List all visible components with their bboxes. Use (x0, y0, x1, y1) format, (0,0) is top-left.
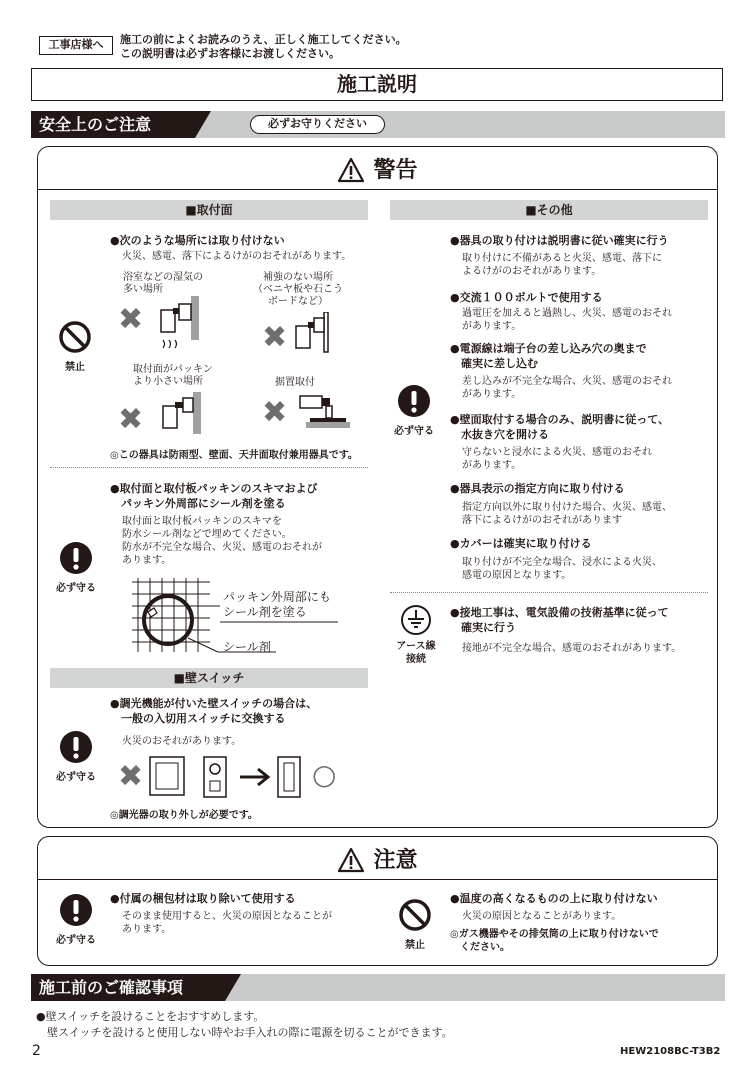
other-item1-title: ●器具の取り付けは説明書に従い確実に行う (450, 234, 669, 247)
other-item4-title: ●壁面取付する場合のみ、説明書に従って、 水抜き穴を開ける (450, 413, 670, 441)
caption-weak: 補強のない場所 （ベニヤ板や石こう ボードなど） (253, 272, 343, 307)
must-badge (54, 541, 98, 594)
cross-icon: ✖ (118, 302, 144, 337)
prohibit-icon (58, 320, 92, 354)
notice-label: 工事店様へ (39, 36, 113, 55)
page-title: 施工説明 (31, 68, 723, 101)
warning-heading-text: 警告 (373, 158, 418, 183)
seal-caption-2: シール剤 (223, 640, 271, 654)
divider (390, 592, 708, 593)
caution-left-title: ●付属の梱包材は取り除いて使用する (110, 892, 296, 905)
caution-heading (38, 843, 717, 874)
must-badge (54, 730, 98, 783)
safety-label: 安全上のご注意 (31, 111, 195, 138)
notice-line-2: この説明書は必ずお客様にお渡しください。 (120, 47, 340, 60)
other-item5-title: ●器具表示の指定方向に取り付ける (450, 482, 625, 495)
mounting-item2-desc: 取付面と取付板パッキンのスキマを 防水シール剤などで埋めてください。 防水が不完全な場合、火災、感電のおそれが あります。 (122, 516, 322, 566)
ground-icon (400, 604, 432, 636)
precheck-text (36, 1009, 453, 1041)
caution-right-note: ◎ガス機器やその排気筒の上に取り付けないで ください。 (450, 929, 659, 953)
must-badge (54, 893, 98, 946)
switch-desc: 火災のおそれがあります。 (122, 736, 242, 747)
switch-note: ◎調光器の取り外しが必要です。 (110, 810, 258, 821)
other-item6-desc: 取り付けが不完全な場合、浸水による火災、 感電の原因となります。 (462, 557, 662, 581)
mounting-item1-title: ●次のような場所には取り付けない (110, 234, 285, 247)
caption-bath: 浴室などの湿気の 多い場所 (123, 272, 203, 295)
must-keep-pill: 必ずお守りください (250, 115, 385, 134)
cross-icon: ✖ (262, 395, 288, 430)
warning-heading (38, 153, 717, 184)
must-label: 必ず守る (56, 583, 96, 594)
page-number: 2 (32, 1043, 41, 1059)
prohibit-label: 禁止 (405, 940, 425, 951)
must-label: 必ず守る (56, 935, 96, 946)
other-item5-desc: 指定方向以外に取り付けた場合、火災、感電、 落下によるけがのおそれがあります (462, 502, 672, 526)
fixture-small-illustration (155, 392, 210, 437)
mandatory-icon (59, 893, 93, 927)
caption-place: 据置取付 (275, 377, 315, 388)
product-code: HEW2108BC-T3B2 (620, 1046, 721, 1057)
caution-right-title: ●温度の高くなるものの上に取り付けない (450, 892, 658, 905)
fixture-place-illustration (296, 392, 351, 432)
other-heading: ■その他 (390, 200, 708, 220)
cross-icon: ✖ (118, 759, 144, 794)
notice-text (120, 33, 407, 61)
prohibit-badge (398, 898, 432, 951)
prohibit-badge (58, 320, 92, 373)
switch-title: ●調光機能が付いた壁スイッチの場合は、 一般の入切用スイッチに交換する (110, 697, 318, 725)
caption-small: 取付面がパッキン より小さい場所 (133, 364, 213, 387)
must-badge (392, 384, 436, 437)
must-label: 必ず守る (56, 772, 96, 783)
must-label: 必ず守る (394, 426, 434, 437)
mounting-item1-desc: 火災、感電、落下によるけがのおそれがあります。 (122, 251, 352, 262)
other-item2-desc: 過電圧を加えると過熱し、火災、感電のおそれ があります。 (462, 308, 672, 332)
warning-triangle-icon (337, 157, 365, 183)
divider (50, 467, 368, 468)
precheck-line-2: 壁スイッチを設けると使用しない時やお手入れの際に電源を切ることができます。 (36, 1026, 453, 1039)
precheck-line-1: ●壁スイッチを設けることをおすすめします。 (36, 1010, 265, 1023)
fixture-weak-illustration (292, 312, 337, 357)
ground-label: アース線 接続 (396, 641, 436, 665)
cross-icon: ✖ (118, 402, 144, 437)
other-item6-title: ●カバーは確実に取り付ける (450, 537, 592, 550)
mandatory-icon (59, 730, 93, 764)
fixture-bath-illustration (155, 296, 210, 356)
cross-icon: ✖ (262, 320, 288, 355)
ground-desc: 接地が不完全な場合、感電のおそれがあります。 (462, 643, 682, 654)
caution-heading-text: 注意 (373, 848, 418, 873)
mounting-item2-title: ●取付面と取付板パッキンのスキマおよび パッキン外周部にシール剤を塗る (110, 482, 318, 510)
mandatory-icon (59, 541, 93, 575)
warning-triangle-icon (337, 847, 365, 873)
mounting-heading: ■取付面 (50, 200, 368, 220)
seal-caption: パッキン外周部にも シール剤を塗る (223, 590, 331, 619)
mounting-note: ◎この器具は防雨型、壁面、天井面取付兼用器具です。 (110, 450, 358, 461)
prohibit-icon (398, 898, 432, 932)
other-item3-title: ●電源線は端子台の差し込み穴の奥まで 確実に差し込む (450, 342, 647, 370)
other-item3-desc: 差し込みが不完全な場合、火災、感電のおそれ があります。 (462, 376, 672, 400)
other-item4-desc: 守らないと浸水による火災、感電のおそれ があります。 (462, 447, 652, 471)
precheck-label: 施工前のご確認事項 (31, 974, 225, 1001)
caution-left-desc: そのまま使用すると、火災の原因となることが あります。 (122, 911, 332, 935)
notice-line-1: 施工の前によくお読みのうえ、正しく施工してください。 (120, 33, 407, 46)
mandatory-icon (397, 384, 431, 418)
other-item2-title: ●交流１００ボルトで使用する (450, 291, 603, 304)
ground-badge (390, 604, 442, 666)
other-item1-desc: 取り付けに不備があると火災、感電、落下に よるけがのおそれがあります。 (462, 253, 662, 277)
ok-icon: ○ (312, 758, 337, 791)
prohibit-label: 禁止 (65, 362, 85, 373)
caution-right-desc: 火災の原因となることがあります。 (462, 911, 622, 922)
ground-title: ●接地工事は、電気設備の技術基準に従って 確実に行う (450, 606, 669, 634)
switch-heading: ■壁スイッチ (50, 668, 368, 688)
